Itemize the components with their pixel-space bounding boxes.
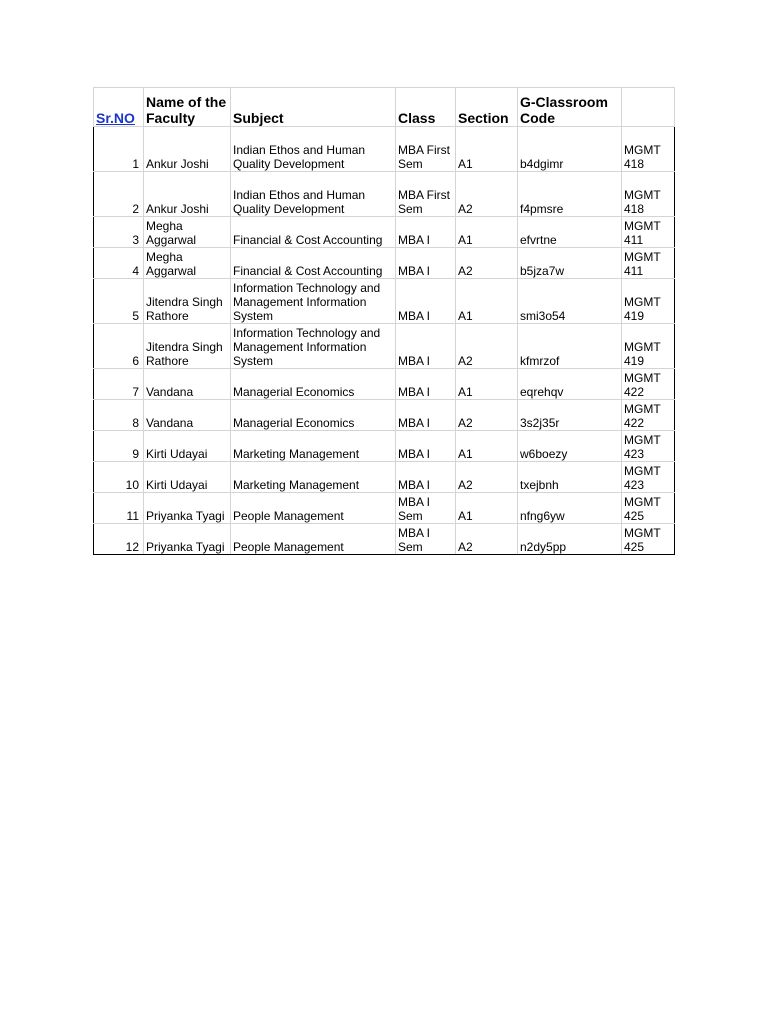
class-cell: MBA I xyxy=(396,279,456,324)
code-cell: txejbnh xyxy=(518,462,622,493)
code-cell: kfmrzof xyxy=(518,324,622,369)
section-cell: A2 xyxy=(456,248,518,279)
subject-cell: Managerial Economics xyxy=(231,369,396,400)
section-cell: A1 xyxy=(456,369,518,400)
srno-cell: 7 xyxy=(94,369,144,400)
subject-cell: Information Technology and Management Information System xyxy=(231,279,396,324)
code-cell: efvrtne xyxy=(518,217,622,248)
faculty-cell: Kirti Udayai xyxy=(144,462,231,493)
table-row xyxy=(94,431,675,462)
srno-cell: 1 xyxy=(94,127,144,172)
section-cell: A2 xyxy=(456,400,518,431)
table-row xyxy=(94,127,675,172)
code-cell: smi3o54 xyxy=(518,279,622,324)
faculty-cell: Jitendra Singh Rathore xyxy=(144,324,231,369)
srno-cell: 2 xyxy=(94,172,144,217)
course-cell: MGMT 419 xyxy=(622,324,675,369)
table-row xyxy=(94,279,675,324)
course-cell: MGMT 411 xyxy=(622,217,675,248)
faculty-cell: Megha Aggarwal xyxy=(144,248,231,279)
class-cell: MBA I xyxy=(396,462,456,493)
class-cell: MBA I xyxy=(396,248,456,279)
course-cell: MGMT 411 xyxy=(622,248,675,279)
class-cell: MBA First Sem xyxy=(396,172,456,217)
srno-cell: 4 xyxy=(94,248,144,279)
faculty-cell: Priyanka Tyagi xyxy=(144,524,231,555)
faculty-cell: Megha Aggarwal xyxy=(144,217,231,248)
header-code: G-Classroom Code xyxy=(518,88,622,127)
course-cell: MGMT 422 xyxy=(622,400,675,431)
subject-cell: Information Technology and Management Information System xyxy=(231,324,396,369)
srno-cell: 5 xyxy=(94,279,144,324)
course-cell: MGMT 418 xyxy=(622,172,675,217)
faculty-classroom-table xyxy=(93,87,675,555)
srno-cell: 11 xyxy=(94,493,144,524)
course-cell: MGMT 423 xyxy=(622,431,675,462)
header-faculty: Name of the Faculty xyxy=(144,88,231,127)
course-cell: MGMT 418 xyxy=(622,127,675,172)
section-cell: A1 xyxy=(456,127,518,172)
section-cell: A2 xyxy=(456,524,518,555)
faculty-cell: Vandana xyxy=(144,369,231,400)
code-cell: f4pmsre xyxy=(518,172,622,217)
section-cell: A2 xyxy=(456,462,518,493)
header-subject: Subject xyxy=(231,88,396,127)
class-cell: MBA I xyxy=(396,217,456,248)
class-cell: MBA I xyxy=(396,324,456,369)
table-row xyxy=(94,369,675,400)
table-row xyxy=(94,493,675,524)
subject-cell: Marketing Management xyxy=(231,431,396,462)
code-cell: eqrehqv xyxy=(518,369,622,400)
course-cell: MGMT 419 xyxy=(622,279,675,324)
srno-cell: 8 xyxy=(94,400,144,431)
faculty-cell: Jitendra Singh Rathore xyxy=(144,279,231,324)
section-cell: A1 xyxy=(456,217,518,248)
srno-cell: 10 xyxy=(94,462,144,493)
section-cell: A2 xyxy=(456,324,518,369)
srno-link[interactable]: Sr.NO xyxy=(96,110,135,126)
srno-cell: 3 xyxy=(94,217,144,248)
section-cell: A2 xyxy=(456,172,518,217)
course-cell: MGMT 425 xyxy=(622,524,675,555)
class-cell: MBA I xyxy=(396,431,456,462)
faculty-cell: Vandana xyxy=(144,400,231,431)
subject-cell: Indian Ethos and Human Quality Development xyxy=(231,172,396,217)
table-row xyxy=(94,172,675,217)
table-row xyxy=(94,248,675,279)
table-row xyxy=(94,524,675,555)
faculty-cell: Priyanka Tyagi xyxy=(144,493,231,524)
srno-cell: 9 xyxy=(94,431,144,462)
subject-cell: Indian Ethos and Human Quality Development xyxy=(231,127,396,172)
course-cell: MGMT 425 xyxy=(622,493,675,524)
class-cell: MBA I Sem xyxy=(396,493,456,524)
subject-cell: People Management xyxy=(231,493,396,524)
code-cell: w6boezy xyxy=(518,431,622,462)
section-cell: A1 xyxy=(456,493,518,524)
code-cell: b4dgimr xyxy=(518,127,622,172)
course-cell: MGMT 422 xyxy=(622,369,675,400)
subject-cell: Marketing Management xyxy=(231,462,396,493)
faculty-cell: Ankur Joshi xyxy=(144,172,231,217)
table-row xyxy=(94,217,675,248)
subject-cell: People Management xyxy=(231,524,396,555)
code-cell: b5jza7w xyxy=(518,248,622,279)
section-cell: A1 xyxy=(456,279,518,324)
course-cell: MGMT 423 xyxy=(622,462,675,493)
header-section: Section xyxy=(456,88,518,127)
class-cell: MBA I Sem xyxy=(396,524,456,555)
class-cell: MBA I xyxy=(396,400,456,431)
header-class: Class xyxy=(396,88,456,127)
subject-cell: Financial & Cost Accounting xyxy=(231,217,396,248)
table-row xyxy=(94,462,675,493)
srno-cell: 12 xyxy=(94,524,144,555)
header-course xyxy=(622,88,675,127)
class-cell: MBA First Sem xyxy=(396,127,456,172)
subject-cell: Financial & Cost Accounting xyxy=(231,248,396,279)
table-row xyxy=(94,400,675,431)
faculty-cell: Ankur Joshi xyxy=(144,127,231,172)
subject-cell: Managerial Economics xyxy=(231,400,396,431)
table-row xyxy=(94,324,675,369)
class-cell: MBA I xyxy=(396,369,456,400)
code-cell: nfng6yw xyxy=(518,493,622,524)
code-cell: n2dy5pp xyxy=(518,524,622,555)
header-srno[interactable] xyxy=(94,88,144,127)
code-cell: 3s2j35r xyxy=(518,400,622,431)
faculty-cell: Kirti Udayai xyxy=(144,431,231,462)
srno-cell: 6 xyxy=(94,324,144,369)
header-row xyxy=(94,88,675,127)
section-cell: A1 xyxy=(456,431,518,462)
